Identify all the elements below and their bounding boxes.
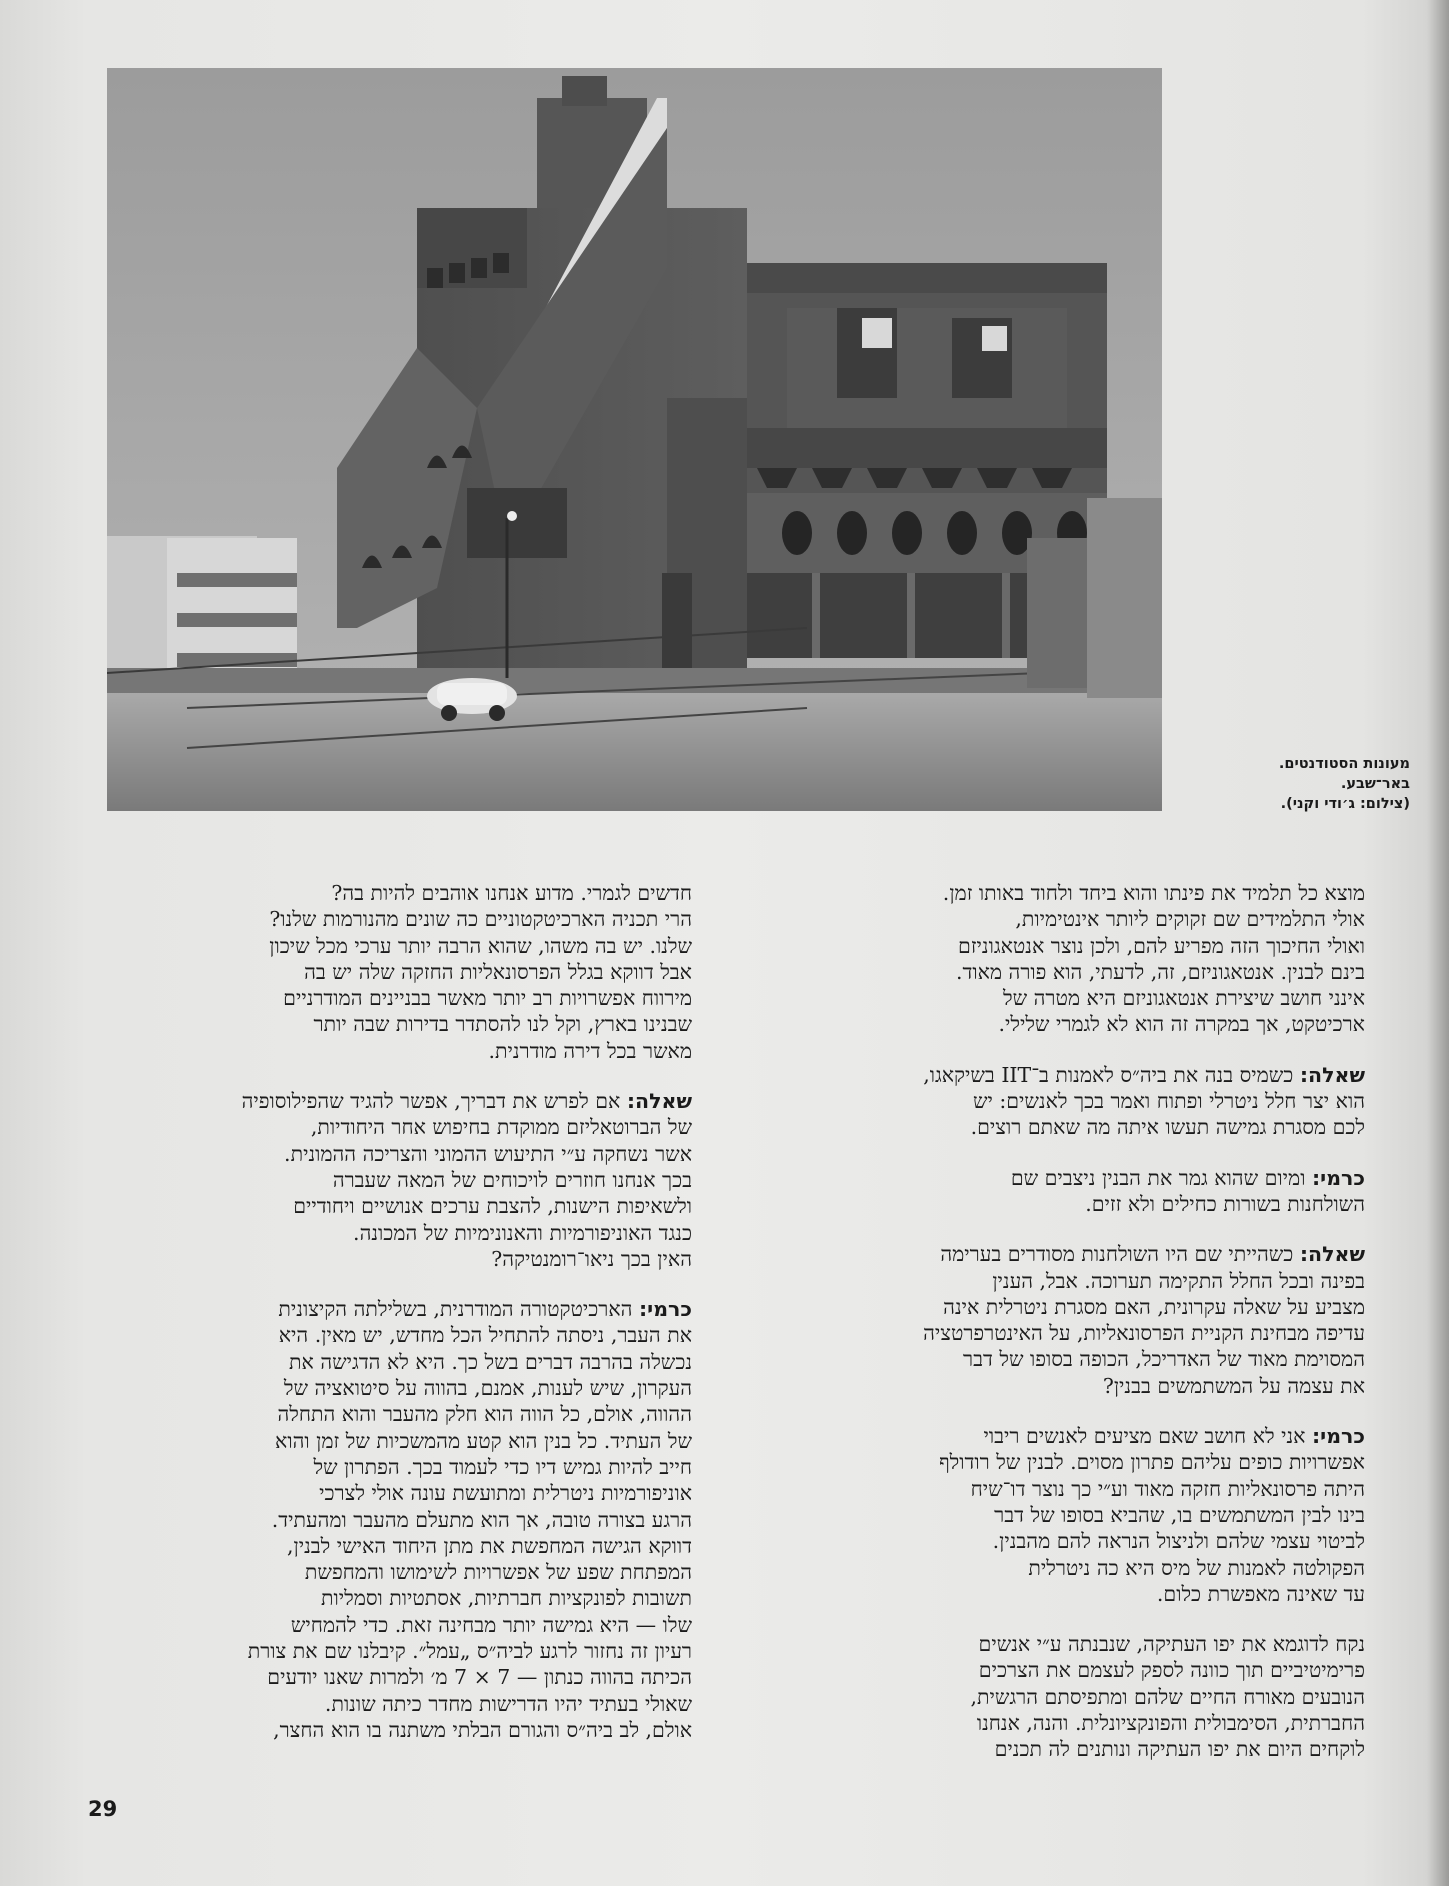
text-line xyxy=(763,1114,1365,1140)
text-line xyxy=(763,985,1365,1011)
text-line xyxy=(90,1454,692,1480)
line-text: פרימיטיביים תוך כוונה לספק לעצמם את הצרכים xyxy=(978,1658,1365,1683)
text-line xyxy=(90,1664,692,1690)
line-text: העקרון, שיש לענות, אמנם, בהווה על סיטואציה של xyxy=(283,1376,692,1401)
text-line xyxy=(763,1502,1365,1528)
line-text: הנובעים מאורח החיים שלהם ומתפיסתם הרגשית, xyxy=(970,1684,1365,1709)
line-text: לכם מסגרת גמישה תעשו איתה מה שאתם רוצים. xyxy=(970,1115,1365,1140)
text-line xyxy=(763,1011,1365,1037)
speaker-label: כרמי: xyxy=(1311,1165,1365,1190)
text-line xyxy=(90,1612,692,1638)
right-text-column xyxy=(763,880,1365,1787)
line-text: דווקא הגישה המחפשת את מתן היחוד האישי לבנין, xyxy=(286,1533,692,1558)
text-line xyxy=(90,933,692,959)
line-text: מאשר בכל דירה מודרנית. xyxy=(488,1038,692,1063)
text-line xyxy=(763,1657,1365,1683)
text-line xyxy=(90,959,692,985)
speaker-label: כרמי: xyxy=(638,1297,692,1322)
paragraph xyxy=(90,1088,692,1272)
text-line xyxy=(90,1717,692,1743)
line-text: נקח לדוגמא את יפו העתיקה, שנבנתה ע״י אנשים xyxy=(978,1632,1365,1657)
text-line xyxy=(90,1220,692,1246)
line-text: הכיתה בהווה כנתון — 7 × 7 מ׳ ולמרות שאנו יודעים xyxy=(267,1665,692,1690)
paragraph xyxy=(763,1241,1365,1399)
text-line xyxy=(90,1246,692,1272)
text-line xyxy=(763,1346,1365,1372)
paragraph xyxy=(763,880,1365,1038)
speaker-label: שאלה: xyxy=(1299,1242,1365,1267)
line-text: המפתחת שפע של אפשרויות לשימושו והמחפשת xyxy=(304,1560,692,1585)
line-text: שלנו. יש בה משהו, שהוא הרבה יותר ערכי מכל שיכון xyxy=(269,933,692,958)
text-line xyxy=(763,1320,1365,1346)
text-line xyxy=(763,1062,1365,1088)
page-edge xyxy=(1427,0,1449,1886)
text-line xyxy=(90,1349,692,1375)
line-text: אבל דווקא בגלל הפרסונאליות החזקה שלה יש בה xyxy=(304,959,692,984)
text-line xyxy=(90,1038,692,1064)
text-line xyxy=(90,1507,692,1533)
text-line xyxy=(763,933,1365,959)
text-line xyxy=(90,906,692,932)
line-text: של הברוטאליזם ממוקדת בחיפוש אחר היחודיות, xyxy=(310,1115,692,1140)
text-line xyxy=(90,985,692,1011)
text-line xyxy=(90,1585,692,1611)
line-text: היתה פרסונאליות חזקה מאוד וע״י כך נוצר דו־שיח xyxy=(970,1476,1365,1501)
line-text: חדשים לגמרי. מדוע אנחנו אוהבים להיות בה? xyxy=(331,881,692,905)
line-text: מצביע על שאלה עקרונית, האם מסגרת ניטרלית אינה xyxy=(943,1294,1365,1319)
line-text: שבנינו בארץ, וקל לנו להסתדר בדירות שבה יותר xyxy=(313,1012,692,1037)
line-text: החברתית, הסימבולית והפונקציונלית. והנה, אנחנו xyxy=(976,1711,1365,1736)
line-text: אולי התלמידים שם זקוקים ליותר אינטימיות, xyxy=(1015,907,1365,932)
line-text: אפשרויות כופים עליהם פתרון מסוים. לבנין של רודולף xyxy=(939,1450,1365,1475)
speaker-label: שאלה: xyxy=(1299,1062,1365,1087)
line-text: ולשאיפות הישנות, להצבת ערכים אנושיים ויחודיים xyxy=(293,1194,692,1219)
text-line xyxy=(763,1449,1365,1475)
text-line xyxy=(90,1011,692,1037)
text-line xyxy=(90,880,692,906)
line-text: עדיפה מבחינת הקניית הפרסונאליות, על האינטרפרטציה xyxy=(923,1321,1365,1346)
text-line xyxy=(763,1528,1365,1554)
line-text: אני לא חושב שאם מציעים לאנשים ריבוי xyxy=(983,1424,1312,1449)
paragraph xyxy=(90,880,692,1064)
line-text: מירווח אפשרויות רב יותר מאשר בבניינים המודרניים xyxy=(283,986,692,1011)
text-line xyxy=(763,1294,1365,1320)
line-text: לוקחים היום את יפו העתיקה ונותנים לה תכנים xyxy=(994,1737,1365,1762)
line-text: בכך אנחנו חוזרים לויכוחים של המאה שעברה xyxy=(332,1167,692,1192)
line-text: הרי תכניה הארכיטקטוניים כה שונים מהנורמות שלנו? xyxy=(269,907,692,932)
line-text: כשמיס בנה את ביה״ס לאמנות ב־IIT בשיקאגו, xyxy=(923,1062,1300,1087)
paragraph xyxy=(763,1062,1365,1141)
line-text: בפינה ובכל החלל התקימה תערוכה. אבל, הענין xyxy=(992,1268,1365,1293)
building-photo xyxy=(107,68,1162,811)
line-text: את העבר, ניסתה להתחיל הכל מחדש, יש מאין. היא xyxy=(278,1323,692,1348)
caption-line: באר־שבע. xyxy=(1340,776,1410,792)
photo-caption xyxy=(1170,754,1410,814)
line-text: של העתיד. כל בנין הוא קטע מהמשכיות של זמן והוא xyxy=(275,1428,692,1453)
text-line xyxy=(763,906,1365,932)
line-text: ואולי החיכוך הזה מפריע להם, ולכן נוצר אנטאגוניזם xyxy=(958,933,1365,958)
line-text: הוא יצר חלל ניטרלי ופתוח ואמר בכך לאנשים: יש xyxy=(972,1089,1365,1114)
text-line xyxy=(90,1533,692,1559)
line-text: האין בכך ניאו־רומנטיקה? xyxy=(491,1246,692,1271)
text-line xyxy=(763,1555,1365,1581)
text-line xyxy=(763,1088,1365,1114)
text-line xyxy=(763,1736,1365,1762)
paragraph xyxy=(90,1296,692,1743)
line-text: בינו לבין המשתמשים בו, שהביא בסופו של דבר xyxy=(994,1502,1365,1527)
line-text: רעיון זה נחזור לרגע לביה״ס „עמל״. קיבלנו שם את צורת xyxy=(247,1639,692,1664)
line-text: הרגע בצורה טובה, אך הוא מתעלם מהעבר ומהעתיד. xyxy=(271,1507,692,1532)
line-text: בינם לבנין. אנטאגוניזם, זה, לדעתי, הוא פורה מאוד. xyxy=(955,959,1365,984)
text-line xyxy=(90,1428,692,1454)
line-text: ארכיטקט, אך במקרה זה הוא לא לגמרי שלילי. xyxy=(998,1012,1365,1037)
text-line xyxy=(763,1581,1365,1607)
line-text: ההווה, אולם, כל הווה הוא חלק מהעבר והוא התחלה xyxy=(277,1402,692,1427)
text-line xyxy=(763,1241,1365,1267)
line-text: שלו — היא גמישה יותר מבחינה זאת. כדי להמחיש xyxy=(290,1612,692,1637)
line-text: המסוימת מאוד של האדריכל, הכופה בסופו של דבר xyxy=(963,1347,1365,1372)
line-text: עד שאינה מאפשרת כלום. xyxy=(1156,1581,1365,1606)
text-line xyxy=(90,1296,692,1322)
text-line xyxy=(763,1423,1365,1449)
text-line xyxy=(763,1684,1365,1710)
line-text: אם לפרש את דבריך, אפשר להגיד שהפילוסופיה xyxy=(241,1089,627,1114)
text-line xyxy=(90,1193,692,1219)
line-text: ומיום שהוא גמר את הבנין ניצבים שם xyxy=(1010,1165,1312,1190)
line-text: אינני חושב שיצירת אנטאגוניזם היא מטרה של xyxy=(1002,986,1365,1011)
text-line xyxy=(763,1631,1365,1657)
line-text: אשר נשחקה ע״י התיעוש ההמוני והצריכה ההמונית. xyxy=(284,1141,692,1166)
line-text: מוצא כל תלמיד את פינתו והוא ביחד ולחוד באותו זמן. xyxy=(942,881,1365,905)
text-line xyxy=(90,1088,692,1114)
paragraph xyxy=(763,1165,1365,1218)
text-line xyxy=(90,1167,692,1193)
line-text: כשהייתי שם היו השולחנות מסודרים בערימה xyxy=(940,1242,1300,1267)
line-text: נכשלה בהרבה דברים בשל כך. היא לא הדגישה את xyxy=(289,1349,692,1374)
text-line xyxy=(763,1476,1365,1502)
speaker-label: שאלה: xyxy=(626,1089,692,1114)
line-text: השולחנות בשורות כחילים ולא זזים. xyxy=(1085,1191,1365,1216)
text-line xyxy=(763,880,1365,906)
line-text: שאולי בעתיד יהיו הדרישות מחדר כיתה שונות. xyxy=(324,1691,692,1716)
text-line xyxy=(90,1638,692,1664)
text-line xyxy=(763,1710,1365,1736)
line-text: הארכיטקטורה המודרנית, בשלילתה הקיצונית xyxy=(278,1297,639,1322)
text-line xyxy=(90,1401,692,1427)
paragraph xyxy=(763,1631,1365,1762)
text-line xyxy=(90,1691,692,1717)
line-text: לביטוי עצמי שלהם ולניצול הנראה להם מהבנין. xyxy=(992,1529,1365,1554)
text-line xyxy=(90,1480,692,1506)
paragraph xyxy=(763,1423,1365,1607)
line-text: אוניפורמיות ניטרלית ומתועשת עונה אולי לצרכי xyxy=(319,1481,692,1506)
text-line xyxy=(763,1268,1365,1294)
text-line xyxy=(763,959,1365,985)
line-text: את עצמה על המשתמשים בבנין? xyxy=(1102,1373,1365,1398)
caption-line: מעונות הסטודנטים. xyxy=(1278,756,1410,772)
text-line xyxy=(763,1373,1365,1399)
line-text: הפקולטה לאמנות של מיס היא כה ניטרלית xyxy=(1028,1555,1365,1580)
text-line xyxy=(90,1322,692,1348)
left-text-column xyxy=(90,880,692,1767)
text-line xyxy=(90,1141,692,1167)
line-text: כנגד האוניפורמיות והאנונימיות של המכונה. xyxy=(353,1220,692,1245)
text-line xyxy=(90,1375,692,1401)
line-text: חייב להיות גמיש דיו כדי לעמוד בכך. הפתרון של xyxy=(313,1454,692,1479)
line-text: תשובות לפונקציות חברתיות, אסתטיות וסמליות xyxy=(321,1586,692,1611)
text-line xyxy=(90,1114,692,1140)
text-line xyxy=(90,1559,692,1585)
line-text: אולם, לב ביה״ס והגורם הבלתי משתנה בו הוא החצר, xyxy=(273,1717,692,1742)
speaker-label: כרמי: xyxy=(1311,1424,1365,1449)
page-number: 29 xyxy=(88,1797,118,1821)
text-line xyxy=(763,1165,1365,1191)
text-line xyxy=(763,1191,1365,1217)
caption-line: (צילום: ג׳ודי וקני). xyxy=(1280,796,1410,812)
